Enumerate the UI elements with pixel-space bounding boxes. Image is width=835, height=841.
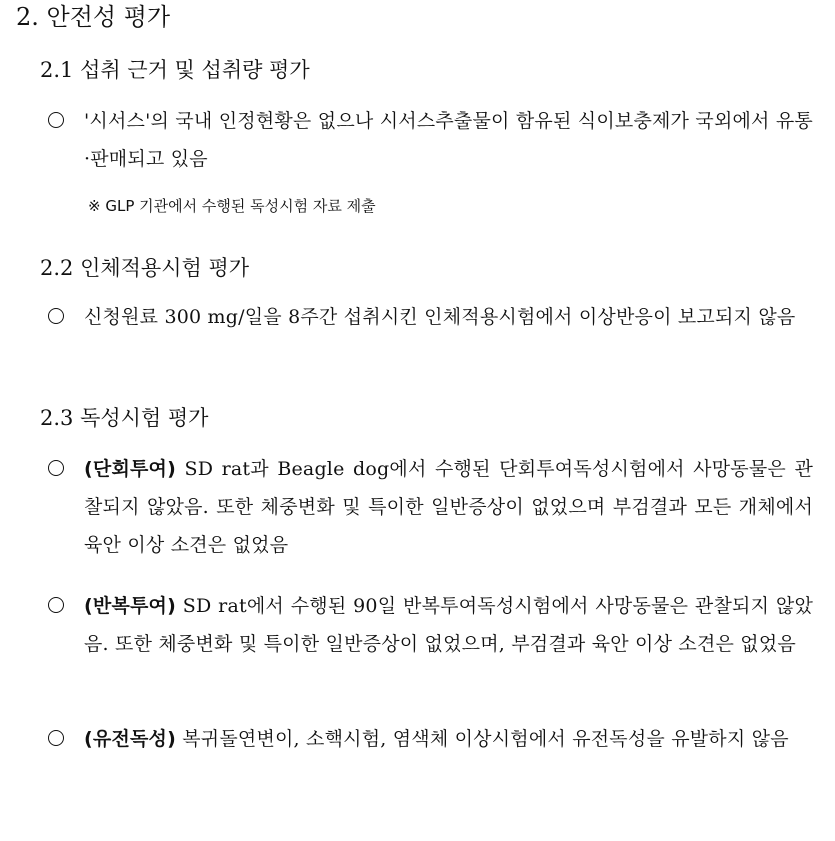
list-item-text: [84, 720, 813, 758]
item-body: SD rat에서 수행된 90일 반복투여독성시험에서 사망동물은 관찰되지 않았음. 또한 체중변화 및 특이한 일반증상이 없었으며, 부검결과 육안 이상 소견은 없었음: [84, 595, 813, 655]
circle-bullet-icon: [48, 730, 64, 746]
list-item-text: 신청원료 300 mg/일을 8주간 섭취시킨 인체적용시험에서 이상반응이 보고되지 않음: [84, 306, 796, 328]
item-label: (반복투여): [84, 595, 176, 617]
circle-bullet-icon: [48, 308, 64, 324]
list-item-text: '시서스'의 국내 인정현황은 없으나 시서스추출물이 함유된 식이보충제가 국외에서 유통·판매되고 있음: [84, 110, 813, 170]
list-item: [48, 102, 813, 178]
circle-bullet-icon: [48, 460, 64, 476]
item-body: 복귀돌연변이, 소핵시험, 염색체 이상시험에서 유전독성을 유발하지 않음: [175, 728, 789, 750]
section-title: 2. 안전성 평가: [16, 3, 171, 31]
circle-bullet-icon: [48, 112, 64, 128]
item-body: SD rat과 Beagle dog에서 수행된 단회투여독성시험에서 사망동물은 관찰되지 않았음. 또한 체중변화 및 특이한 일반증상이 없었으며 부검결과 모든 개체에서 육안 이상 소견은 없었음: [84, 458, 813, 556]
circle-bullet-icon: [48, 597, 64, 613]
subsection-heading-2-2: 2.2 인체적용시험 평가: [40, 256, 250, 280]
item-label: (유전독성): [84, 728, 176, 750]
list-item: [48, 720, 813, 758]
subsection-heading-2-1: 2.1 섭취 근거 및 섭취량 평가: [40, 58, 310, 82]
list-item-text: [84, 450, 813, 564]
subsection-heading-2-3: 2.3 독성시험 평가: [40, 406, 209, 430]
list-item: [48, 450, 813, 564]
list-item: [48, 298, 813, 336]
list-item: [48, 587, 813, 663]
list-item-text: [84, 587, 813, 663]
item-label: (단회투여): [84, 458, 176, 480]
reference-note: ※ GLP 기관에서 수행된 독성시험 자료 제출: [88, 197, 376, 215]
